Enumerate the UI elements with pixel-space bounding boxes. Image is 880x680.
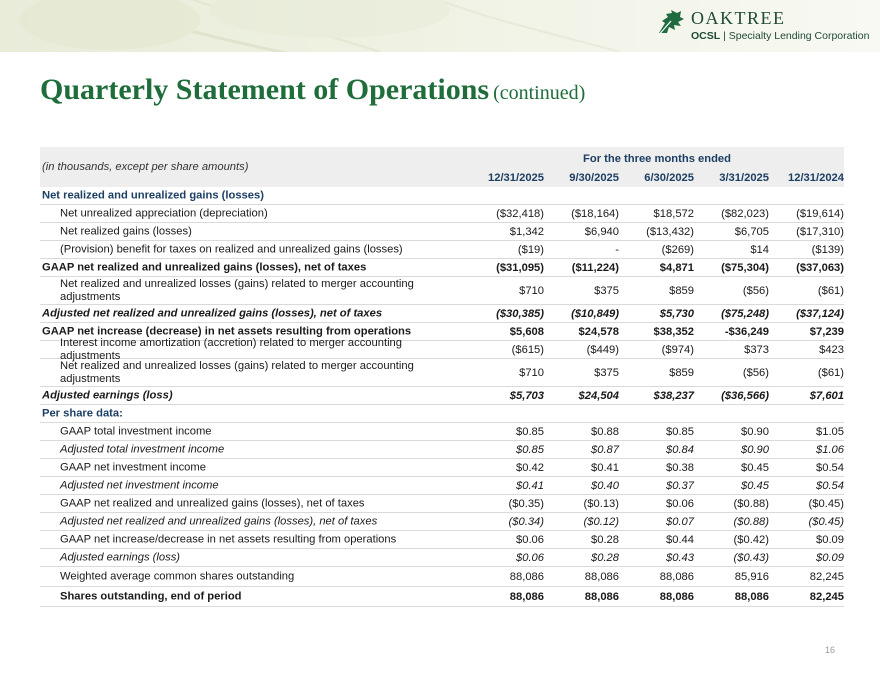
table-row xyxy=(40,495,844,513)
value-cell: $0.88 xyxy=(591,425,619,438)
value-cell: 88,086 xyxy=(584,570,619,583)
value-cell: ($0.13) xyxy=(583,497,619,510)
table-row xyxy=(40,459,844,477)
value-cell: ($0.88) xyxy=(733,497,769,510)
table-row xyxy=(40,477,844,495)
value-cell: 88,086 xyxy=(509,570,544,583)
row-label: Per share data: xyxy=(42,407,123,419)
value-cell: $375 xyxy=(594,366,619,379)
logo-tagline-text: Specialty Lending Corporation xyxy=(728,30,870,42)
value-cell: ($18,164) xyxy=(571,207,619,220)
value-cell: $0.06 xyxy=(516,533,544,546)
value-cell: $1.06 xyxy=(816,443,844,456)
value-cell: ($75,248) xyxy=(721,307,769,320)
table-row xyxy=(40,205,844,223)
table-row xyxy=(40,241,844,259)
value-cell: ($0.12) xyxy=(583,515,619,528)
value-cell: $0.90 xyxy=(741,425,769,438)
value-cell: ($974) xyxy=(661,343,694,356)
value-cell: $0.90 xyxy=(741,443,769,456)
value-cell: $0.28 xyxy=(591,551,619,564)
value-cell: ($19,614) xyxy=(796,207,844,220)
row-label: GAAP net realized and unrealized gains (losses), net of taxes xyxy=(42,261,367,273)
value-cell: $6,705 xyxy=(734,225,769,238)
value-cell: ($0.43) xyxy=(733,551,769,564)
value-cell: ($32,418) xyxy=(496,207,544,220)
value-cell: $0.06 xyxy=(516,551,544,564)
value-cell: $0.41 xyxy=(591,461,619,474)
value-cell: ($449) xyxy=(586,343,619,356)
value-cell: $0.37 xyxy=(666,479,694,492)
table-row xyxy=(40,567,844,587)
logo-tagline: OCSL | Specialty Lending Corporation xyxy=(691,30,870,42)
value-cell: $7,239 xyxy=(809,325,844,338)
value-cell: ($0.42) xyxy=(733,533,769,546)
value-cell: 85,916 xyxy=(734,570,769,583)
value-cell: $5,703 xyxy=(509,389,544,402)
table-row xyxy=(40,336,844,362)
table-header xyxy=(40,147,844,187)
table-row xyxy=(40,531,844,549)
column-header: 3/31/2025 xyxy=(719,172,769,184)
operations-table xyxy=(40,147,844,607)
page-title xyxy=(40,73,585,107)
value-cell: $6,940 xyxy=(584,225,619,238)
value-cell: ($0.34) xyxy=(508,515,544,528)
page-title-main: Quarterly Statement of Operations xyxy=(40,73,490,106)
oak-leaf-icon xyxy=(655,9,685,39)
value-cell: ($0.45) xyxy=(808,497,844,510)
period-group-header: For the three months ended xyxy=(583,153,731,165)
row-label: Adjusted earnings (loss) xyxy=(60,551,181,563)
row-label: GAAP net realized and unrealized gains (losses), net of taxes xyxy=(60,497,365,509)
value-cell: $0.45 xyxy=(741,479,769,492)
row-label: GAAP net investment income xyxy=(60,461,206,473)
value-cell: $0.44 xyxy=(666,533,694,546)
value-cell: ($75,304) xyxy=(721,261,769,274)
table-row xyxy=(40,441,844,459)
value-cell: -$36,249 xyxy=(724,325,769,338)
value-cell: - xyxy=(615,243,619,256)
column-header: 12/31/2025 xyxy=(488,172,544,184)
table-row xyxy=(40,513,844,531)
value-cell: 88,086 xyxy=(509,590,544,603)
value-cell: $0.85 xyxy=(666,425,694,438)
row-label: GAAP net increase (decrease) in net assets resulting from operations xyxy=(42,325,412,337)
table-row xyxy=(40,223,844,241)
row-label: Net unrealized appreciation (depreciation) xyxy=(60,207,268,219)
value-cell: $38,352 xyxy=(653,325,694,338)
value-cell: $0.28 xyxy=(591,533,619,546)
row-label: Weighted average common shares outstanding xyxy=(60,570,295,582)
row-label: GAAP net increase/decrease in net assets resulting from operations xyxy=(60,533,397,545)
value-cell: $0.40 xyxy=(591,479,619,492)
column-header: 12/31/2024 xyxy=(788,172,844,184)
value-cell: $7,601 xyxy=(809,389,844,402)
value-cell: $0.85 xyxy=(516,425,544,438)
table-row xyxy=(40,587,844,607)
table-row xyxy=(40,549,844,567)
section-row xyxy=(40,187,844,205)
unit-note: (in thousands, except per share amounts) xyxy=(42,161,249,173)
value-cell: ($82,023) xyxy=(721,207,769,220)
row-label: Interest income amortization (accretion) related to merger accounting adjustments xyxy=(60,336,402,362)
value-cell: ($19) xyxy=(517,243,544,256)
value-cell: $5,730 xyxy=(659,307,694,320)
value-cell: 88,086 xyxy=(659,570,694,583)
table-row xyxy=(40,423,844,441)
row-label: GAAP total investment income xyxy=(60,425,212,437)
row-label: Adjusted earnings (loss) xyxy=(42,389,173,401)
section-row xyxy=(40,405,844,423)
value-cell: $0.45 xyxy=(741,461,769,474)
value-cell: ($139) xyxy=(811,243,844,256)
row-label: Net realized and unrealized gains (losses) xyxy=(42,189,264,201)
value-cell: $0.38 xyxy=(666,461,694,474)
logo-ticker: OCSL xyxy=(691,30,721,42)
table-row xyxy=(40,359,844,387)
value-cell: ($11,224) xyxy=(571,261,619,274)
value-cell: ($30,385) xyxy=(496,307,544,320)
value-cell: ($61) xyxy=(817,284,844,297)
value-cell: $24,578 xyxy=(578,325,619,338)
value-cell: $1,342 xyxy=(509,225,544,238)
row-label: Adjusted total investment income xyxy=(60,443,225,455)
value-cell: ($10,849) xyxy=(571,307,619,320)
value-cell: ($0.88) xyxy=(733,515,769,528)
value-cell: ($56) xyxy=(742,366,769,379)
value-cell: $4,871 xyxy=(659,261,694,274)
value-cell: $18,572 xyxy=(653,207,694,220)
value-cell: $5,608 xyxy=(509,325,544,338)
value-cell: $0.09 xyxy=(816,551,844,564)
row-label: Adjusted net realized and unrealized gains (losses), net of taxes xyxy=(42,307,383,319)
value-cell: $14 xyxy=(750,243,769,256)
value-cell: ($17,310) xyxy=(796,225,844,238)
row-label: Net realized and unrealized losses (gains) related to merger accounting adjustments xyxy=(60,277,414,303)
value-cell: $0.54 xyxy=(816,461,844,474)
value-cell: 88,086 xyxy=(659,590,694,603)
row-label: Shares outstanding, end of period xyxy=(60,590,242,602)
row-label: Adjusted net investment income xyxy=(60,479,219,491)
table-row xyxy=(40,305,844,323)
value-cell: $710 xyxy=(519,366,544,379)
row-label: (Provision) benefit for taxes on realized and unrealized gains (losses) xyxy=(60,243,403,255)
value-cell: $859 xyxy=(669,366,694,379)
value-cell: ($0.45) xyxy=(808,515,844,528)
value-cell: $373 xyxy=(744,343,769,356)
row-label: Adjusted net realized and unrealized gains (losses), net of taxes xyxy=(60,515,378,527)
page-title-sub: (continued) xyxy=(493,82,586,104)
row-label: Net realized and unrealized losses (gains) related to merger accounting adjustments xyxy=(60,359,414,385)
value-cell: $423 xyxy=(819,343,844,356)
value-cell: $0.87 xyxy=(591,443,619,456)
value-cell: ($56) xyxy=(742,284,769,297)
value-cell: ($61) xyxy=(817,366,844,379)
column-header: 9/30/2025 xyxy=(569,172,619,184)
value-cell: ($615) xyxy=(511,343,544,356)
logo-wordmark: OAKTREE xyxy=(691,8,786,28)
page-number: 16 xyxy=(825,645,836,655)
table-row xyxy=(40,387,844,405)
value-cell: $0.84 xyxy=(666,443,694,456)
value-cell: $0.06 xyxy=(666,497,694,510)
value-cell: ($0.35) xyxy=(508,497,544,510)
value-cell: $0.43 xyxy=(666,551,694,564)
column-header: 6/30/2025 xyxy=(644,172,694,184)
value-cell: $0.42 xyxy=(516,461,544,474)
value-cell: ($37,063) xyxy=(796,261,844,274)
value-cell: ($31,095) xyxy=(496,261,544,274)
value-cell: $0.85 xyxy=(516,443,544,456)
row-label: Net realized gains (losses) xyxy=(60,225,192,237)
value-cell: $0.54 xyxy=(816,479,844,492)
value-cell: $0.07 xyxy=(666,515,694,528)
value-cell: $859 xyxy=(669,284,694,297)
value-cell: $38,237 xyxy=(653,389,694,402)
value-cell: $1.05 xyxy=(816,425,844,438)
table-body xyxy=(40,187,844,607)
value-cell: $710 xyxy=(519,284,544,297)
value-cell: $24,504 xyxy=(578,389,619,402)
value-cell: $0.09 xyxy=(816,533,844,546)
value-cell: ($37,124) xyxy=(796,307,844,320)
value-cell: $0.41 xyxy=(516,479,544,492)
value-cell: 82,245 xyxy=(809,570,844,583)
value-cell: 82,245 xyxy=(809,590,844,603)
table-row xyxy=(40,259,844,277)
value-cell: ($36,566) xyxy=(721,389,769,402)
oaktree-logo xyxy=(655,7,875,47)
value-cell: ($269) xyxy=(661,243,694,256)
value-cell: ($13,432) xyxy=(646,225,694,238)
value-cell: $375 xyxy=(594,284,619,297)
value-cell: 88,086 xyxy=(734,590,769,603)
table-row xyxy=(40,277,844,305)
value-cell: 88,086 xyxy=(584,590,619,603)
